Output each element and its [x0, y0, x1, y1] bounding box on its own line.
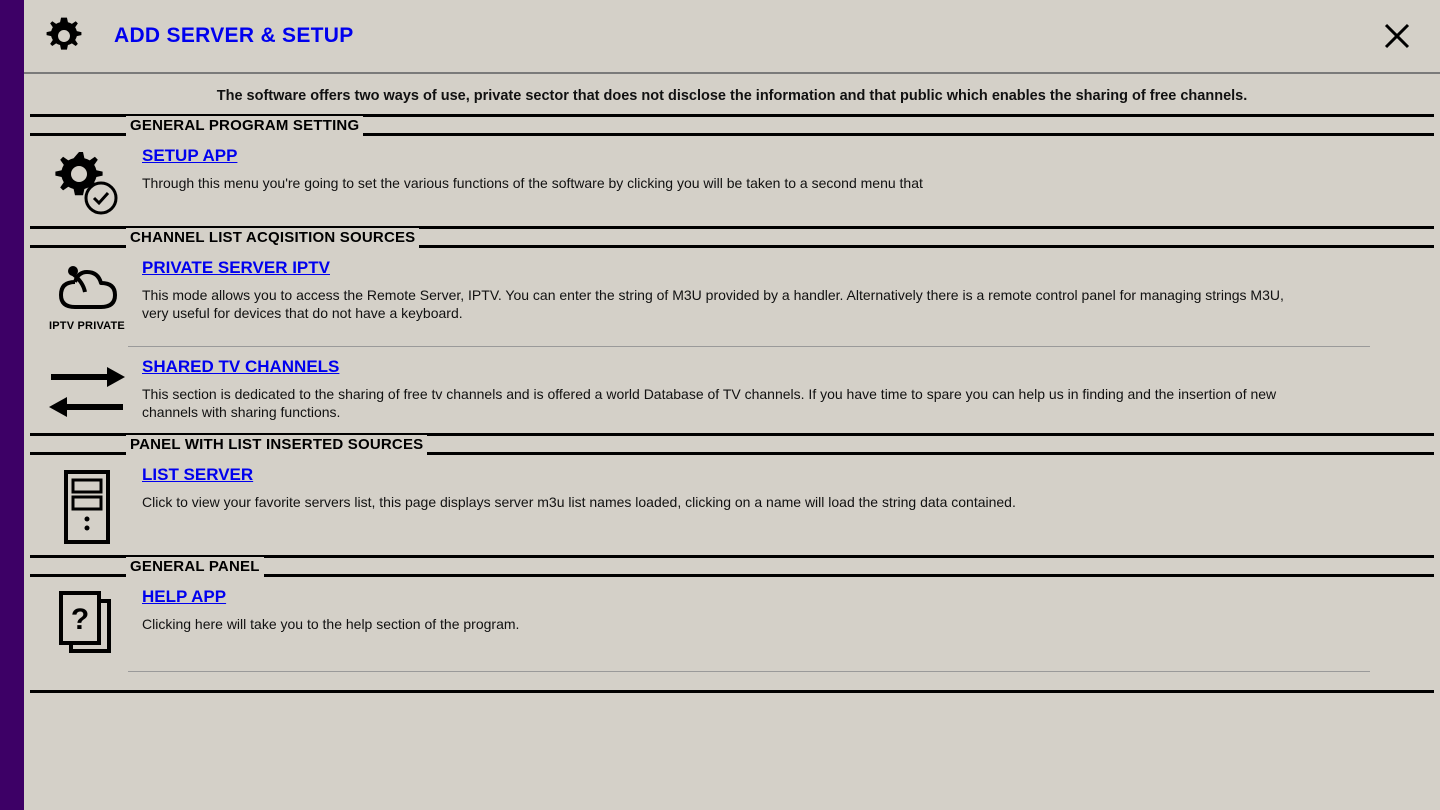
- close-icon[interactable]: [1380, 19, 1414, 53]
- divider: [128, 671, 1370, 672]
- server-tower-icon: [32, 465, 142, 545]
- desc-list-server: Click to view your favorite servers list, this page displays server m3u list names loaded, clicking on a name will load the string data contained.: [142, 494, 1016, 510]
- section-header-channel-list-acquisition-sources: [30, 226, 1434, 248]
- entry-list-server[interactable]: [24, 455, 1440, 549]
- link-private-server-iptv[interactable]: PRIVATE SERVER IPTV: [142, 258, 330, 277]
- entry-private-server-iptv[interactable]: [24, 248, 1440, 336]
- link-list-server[interactable]: LIST SERVER: [142, 465, 254, 484]
- section-label: GENERAL PROGRAM SETTING: [126, 116, 363, 136]
- entry-body: [142, 357, 1432, 421]
- svg-text:?: ?: [70, 603, 90, 636]
- entry-body: [142, 146, 1432, 192]
- exchange-arrows-icon: [32, 357, 142, 423]
- intro-text: The software offers two ways of use, private sector that does not disclose the information and that public which enables the sharing of free channels.: [216, 88, 1248, 104]
- link-help-app[interactable]: HELP APP: [142, 587, 227, 606]
- icon-caption: IPTV PRIVATE: [49, 320, 125, 332]
- section-header-general-program-setting: [30, 114, 1434, 136]
- link-shared-tv-channels[interactable]: SHARED TV CHANNELS: [142, 357, 340, 376]
- section-label: GENERAL PANEL: [126, 557, 264, 577]
- gear-icon: [38, 10, 90, 62]
- entry-help-app[interactable]: [24, 577, 1440, 661]
- entry-body: [142, 258, 1432, 322]
- section-header-general-panel: [30, 555, 1434, 577]
- entry-body: [142, 587, 1432, 633]
- dialog-window: [24, 0, 1440, 810]
- entry-body: [142, 465, 1432, 511]
- title-bar: [24, 0, 1440, 74]
- section-header-panel-with-list-inserted-sources: [30, 433, 1434, 455]
- desc-help-app: Clicking here will take you to the help section of the program.: [142, 616, 520, 632]
- entry-setup-app[interactable]: [24, 136, 1440, 220]
- link-setup-app[interactable]: SETUP APP: [142, 146, 238, 165]
- cloud-private-icon: [32, 258, 142, 332]
- section-label: CHANNEL LIST ACQISITION SOURCES: [126, 228, 419, 248]
- page-title: ADD SERVER & SETUP: [114, 24, 354, 47]
- gear-settings-icon: [32, 146, 142, 216]
- desc-private-server-iptv: This mode allows you to access the Remote Server, IPTV. You can enter the string of M3U provided by a handler. Alternatively there is a remote control panel for managing strings M3U, very useful for devices that do not have a keyboard.: [142, 287, 1284, 321]
- help-question-icon: [32, 587, 142, 657]
- entry-shared-tv-channels[interactable]: [24, 347, 1440, 427]
- desc-shared-tv-channels: This section is dedicated to the sharing of free tv channels and is offered a world Database of TV channels. If you have time to spare you can help us in finding and the insertion of new channels with sharing functions.: [142, 386, 1277, 420]
- desc-setup-app: Through this menu you're going to set the various functions of the software by clicking you will be taken to a second menu that: [142, 175, 923, 191]
- section-label: PANEL WITH LIST INSERTED SOURCES: [126, 435, 427, 455]
- bottom-rule: [30, 690, 1434, 693]
